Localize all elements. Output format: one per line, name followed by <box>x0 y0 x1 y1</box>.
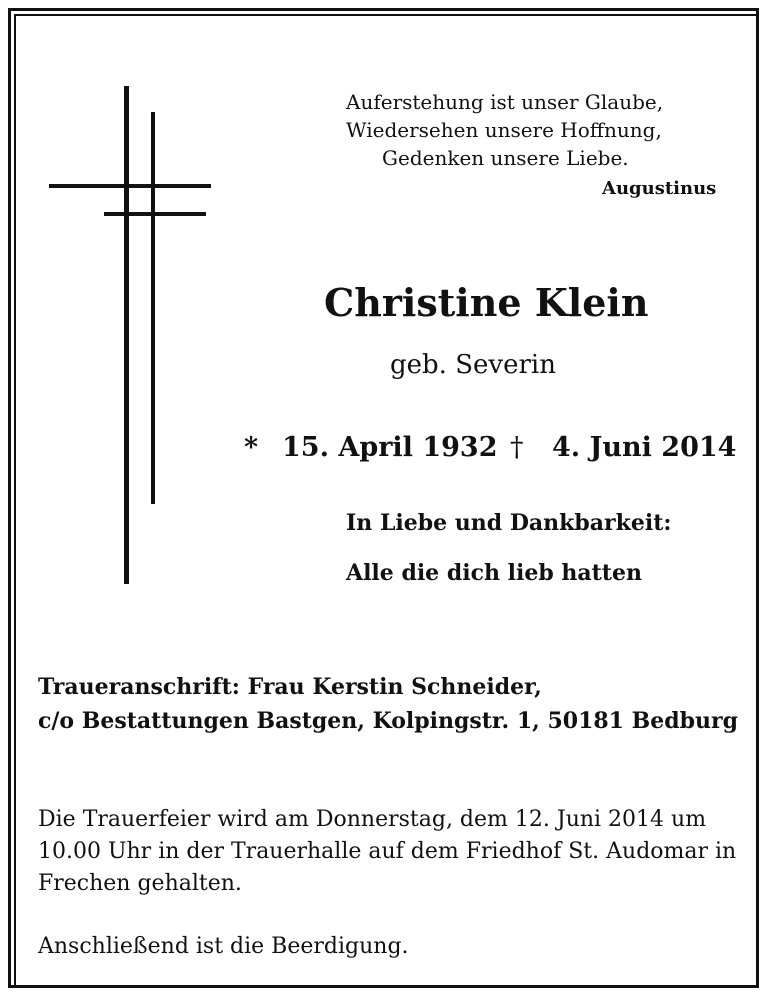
burial-notice: Anschließend ist die Beerdigung. <box>38 934 409 959</box>
memorial-quote <box>346 88 663 172</box>
address-line: Traueranschrift: Frau Kerstin Schneider, <box>38 674 542 700</box>
birth-symbol: * <box>244 432 259 463</box>
quote-line: Auferstehung ist unser Glaube, <box>346 90 664 114</box>
deceased-name: Christine Klein <box>324 280 649 325</box>
mourning-address <box>38 670 738 738</box>
death-symbol: † <box>510 432 524 463</box>
quote-line: Wiedersehen unsere Hoffnung, <box>346 118 662 142</box>
quote-line: Gedenken unsere Liebe. <box>382 146 629 170</box>
ceremony-notice: Die Trauerfeier wird am Donnerstag, dem 12. Juni 2014 um 10.00 Uhr in der Trauerhalle auf dem Friedhof St. Audomar in Frechen gehalten. <box>38 807 737 896</box>
maiden-name: geb. Severin <box>390 350 556 380</box>
family-line: Alle die dich lieb hatten <box>346 560 642 586</box>
birth-date: 15. April 1932 <box>282 432 498 463</box>
quote-author: Augustinus <box>602 178 717 199</box>
thanks-line: In Liebe und Dankbarkeit: <box>346 510 672 536</box>
death-date: 4. Juni 2014 <box>552 432 737 463</box>
address-line: c/o Bestattungen Bastgen, Kolpingstr. 1, 50181 Bedburg <box>38 708 738 734</box>
